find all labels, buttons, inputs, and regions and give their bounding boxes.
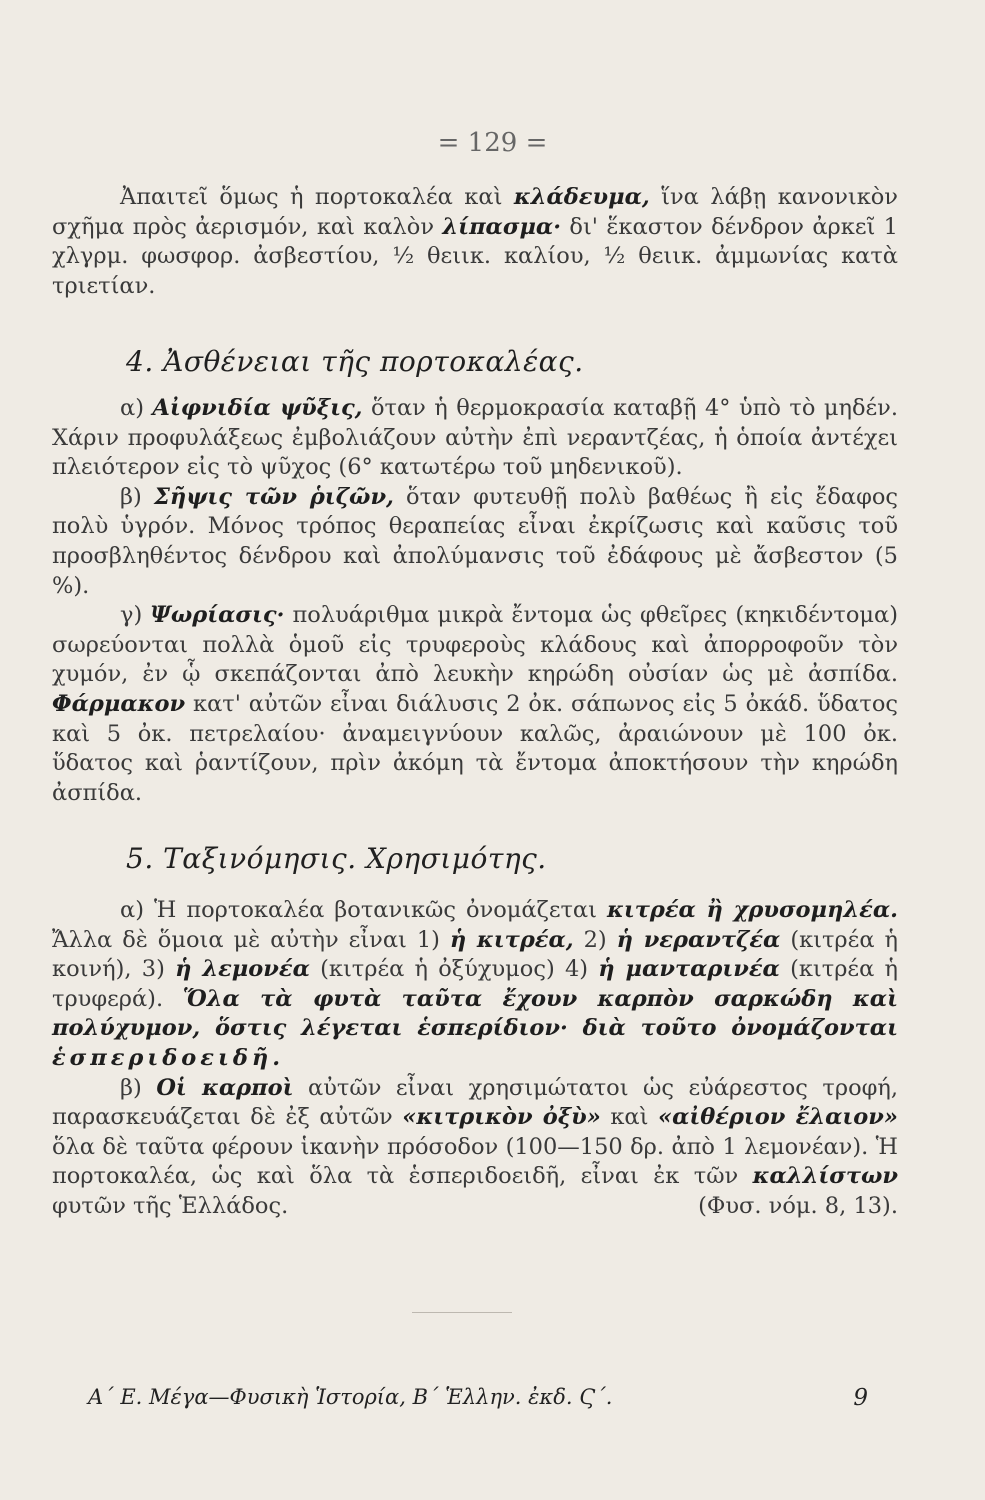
intro-text-2: ἵνα λάβῃ κανονικὸν σχῆμα πρὸς ἀερισμόν, καὶ καλὸν <box>52 184 898 240</box>
item-5b-text-1: αὐτῶν εἶναι χρησιμώτατοι ὡς εὐάρεστος τροφή, παρασκευάζεται δὲ ἐξ αὐτῶν <box>52 1074 898 1131</box>
reference: (Φυσ. νόμ. 8, 13). <box>698 1192 898 1219</box>
footer-text: Α΄ Ε. Μέγα—Φυσικὴ Ἱστορία, Β΄ Ἑλλην. ἐκδ. Ϛ΄. <box>88 1385 613 1409</box>
section-5-heading: 5. Ταξινόμησις. Χρησιμότης. <box>126 842 547 875</box>
item-5a-term-3: ἡ νεραντζέα <box>616 926 781 953</box>
item-4b <box>52 483 898 601</box>
term-lipasma: λίπασμα· <box>442 213 562 240</box>
signature-number: 9 <box>853 1385 868 1411</box>
item-5b-text-4: Ἡ πορτοκαλέα, ὡς καὶ ὅλα τὰ ἑσπεριδοειδῆ, εἶναι ἐκ τῶν <box>52 1133 898 1190</box>
item-5b-term-5: καλλίστων <box>752 1163 898 1190</box>
item-5b-text-2: καὶ <box>600 1104 658 1131</box>
item-4b-text: ὅταν φυτευθῇ πολὺ βαθέως ἢ εἰς ἔδαφος πολὺ ὑγρόν. Μόνος τρόπος θεραπείας εἶναι ἐκρίζωσις καὶ καῦσις τοῦ προσβληθέντος δένδρου καὶ ἀπολύμανσις τοῦ ἐδάφους μὲ ἄσβεστον (5 %). <box>52 483 898 599</box>
intro-paragraph <box>52 183 898 301</box>
item-5b-term-2: «κιτρικὸν ὀξὺ» <box>402 1104 601 1131</box>
item-4c-term: Ψωρίασις· <box>150 602 285 629</box>
term-kladeuma: κλάδευμα, <box>513 184 650 210</box>
item-5a-text-2: Ἄλλα δὲ ὅμοια μὲ αὐτὴν εἶναι 1) <box>52 926 450 953</box>
item-5b-term-4: (100—150 δρ. ἀπὸ 1 λεμονέαν). <box>505 1133 869 1160</box>
item-4c-term-2: Φάρμακον <box>52 690 186 717</box>
item-4a-term: Αἰφνιδία ψῦξις, <box>152 395 363 421</box>
intro-text-3: δι' ἕκαστον δένδρον ἀρκεῖ 1 χλγρμ. φωσφορ. ἀσβεστίου, ½ θειικ. καλίου, ½ θειικ. ἀμμωνίας κατὰ τριετίαν. <box>52 213 898 299</box>
section-4-body <box>52 394 898 808</box>
item-5b-text-5: φυτῶν τῆς Ἑλλάδος. <box>52 1192 289 1219</box>
item-5a-text-4: (κιτρέα ἡ κοινή), 3) <box>52 926 898 983</box>
intro-text-1: Ἀπαιτεῖ ὅμως ἡ πορτοκαλέα καὶ <box>120 184 514 210</box>
item-4c-mark: γ) <box>120 602 151 629</box>
item-5a-text-6: (κιτρέα ἡ τρυφερά). <box>52 956 898 1012</box>
item-5a <box>52 896 898 1074</box>
item-5a-term-1: κιτρέα ἢ χρυσομηλέα. <box>606 897 898 923</box>
item-5b-text-3: ὅλα δὲ ταῦτα φέρουν ἱκανὴν πρόσοδον <box>52 1133 506 1160</box>
divider-rule <box>412 1312 512 1313</box>
page-number: = 129 = <box>437 128 548 158</box>
item-5a-term-4: ἡ λεμονέα <box>175 956 310 983</box>
section-5-body <box>52 896 898 1222</box>
item-4a-text: ὅταν ἡ θερμοκρασία καταβῇ 4° ὑπὸ τὸ μηδέν. Χάριν προφυλάξεως ἐμβολιάζουν αὐτὴν ἐπὶ νεραντζέας, ἡ ὁποία ἀντέχει πλειότερον εἰς τὸ ψῦχος (6° κατωτέρω τοῦ μηδενικοῦ). <box>52 395 898 481</box>
item-4c-text-1: πολυάριθμα μικρὰ ἔντομα ὡς φθεῖρες (κηκιδέντομα) σωρεύονται πολλὰ ὁμοῦ εἰς τρυφεροὺς κλάδους καὶ ἀπορροφοῦν τὸν χυμόν, ἐν ᾧ σκεπάζονται ἀπὸ λευκὴν κηρώδη οὐσίαν ὡς μὲ ἀσπίδα. <box>52 602 898 688</box>
item-5a-term-2: ἡ κιτρέα, <box>449 926 574 953</box>
footer <box>88 1385 868 1409</box>
item-4b-mark: β) <box>120 483 154 510</box>
item-5b <box>52 1074 898 1222</box>
item-5b-term-1: Οἱ καρποὶ <box>156 1074 294 1101</box>
item-5a-term-6: Ὅλα τὰ φυτὰ ταῦτα ἔχουν καρπὸν σαρκώδη καὶ πολύχυμον, ὅστις λέγεται ἑσπερίδιον· διὰ τοῦτο ὀνομάζονται <box>52 985 898 1042</box>
item-5b-term-3: «αἰθέριον ἔλαιον» <box>658 1104 898 1131</box>
item-4c-text-2: κατ' αὐτῶν εἶναι διάλυσις 2 ὀκ. σάπωνος εἰς 5 ὀκάδ. ὕδατος καὶ 5 ὀκ. πετρελαίου· ἀναμειγνύουν καλῶς, ἀραιώνουν μὲ 100 ὀκ. ὕδατος καὶ ῥαντίζουν, πρὶν ἀκόμη τὰ ἔντομα ἀποκτήσουν τὴν κηρώδη ἀσπίδα. <box>52 690 898 806</box>
item-5a-text-5: (κιτρέα ἡ ὀξύχυμος) 4) <box>309 956 599 983</box>
item-5a-mark: α) <box>120 897 154 923</box>
section-4-heading: 4. Ἀσθένειαι τῆς πορτοκαλέας. <box>126 345 584 378</box>
item-4b-term: Σῆψις τῶν ῥιζῶν, <box>153 483 394 510</box>
item-5a-text-1: Ἡ πορτοκαλέα βοτανικῶς ὀνομάζεται <box>154 897 607 923</box>
item-4a <box>52 394 898 483</box>
item-4c <box>52 601 898 808</box>
item-5a-term-7: ἑσπεριδοειδῆ. <box>52 1044 285 1071</box>
item-5a-text-3: 2) <box>573 926 617 953</box>
item-5a-term-5: ἡ μανταρινέα <box>598 956 780 983</box>
item-4a-mark: α) <box>120 395 153 421</box>
item-5b-mark: β) <box>120 1074 157 1101</box>
